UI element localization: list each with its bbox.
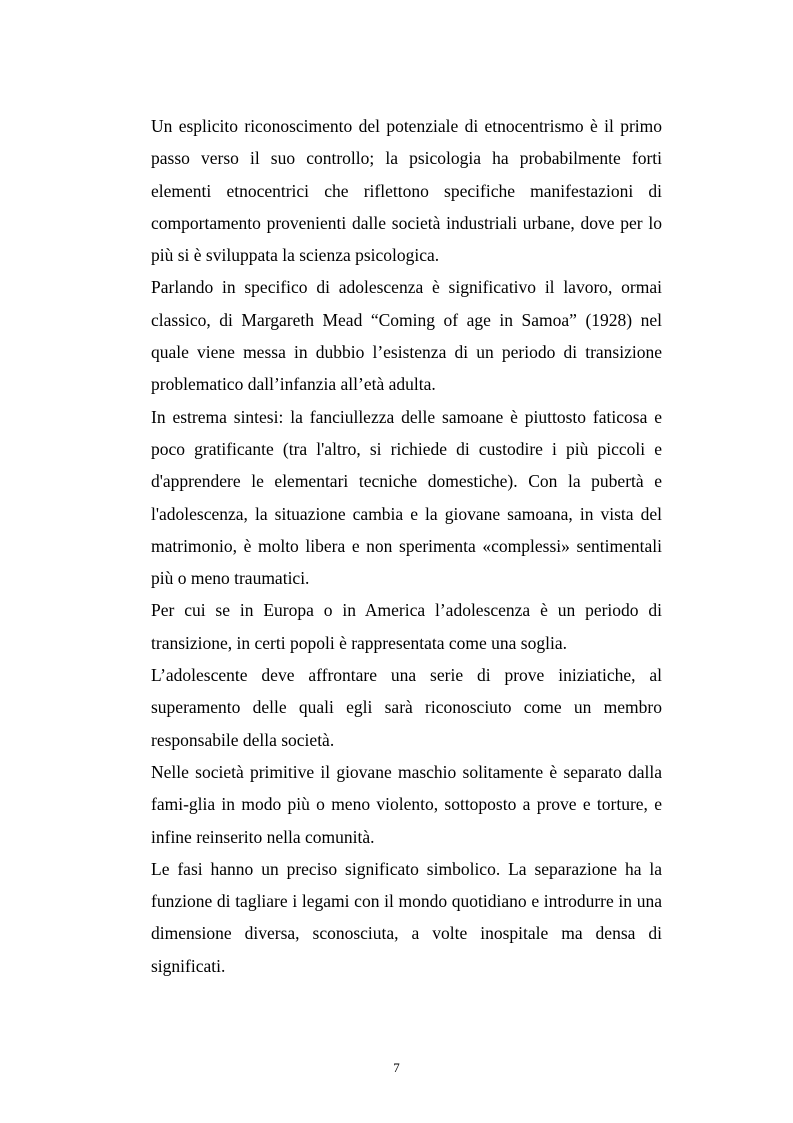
paragraph-samoane: In estrema sintesi: la fanciullezza delle samoane è piuttosto faticosa e poco gratificante (tra l'altro, si richiede di custodire i più piccoli e d'apprendere le elementari tecniche domestiche). Con la pubertà e l'adolescenza, la situazione cambia e la giovane samoana, in vista del matrimonio, è molto libera e non sperimenta «complessi» sentimentali più o meno traumatici.	[151, 406, 662, 589]
paragraph-margareth-mead: Parlando in specifico di adolescenza è significativo il lavoro, ormai classico, di Margareth Mead “Coming of age in Samoa” (1928) nel quale viene messa in dubbio l’esistenza di un periodo di transizione problematico dall’infanzia all’età adulta.	[151, 277, 662, 395]
paragraph-etnocentrismo: Un esplicito riconoscimento del potenziale di etnocentrismo è il primo passo verso il suo controllo; la psicologia ha probabilmente forti elementi etnocentrici che riflettono specifiche manifestazioni di comportamento provenienti dalle società industriali urbane, dove per lo più si è sviluppata la scienza psicologica.	[151, 116, 662, 266]
paragraph-europa-america: Per cui se in Europa o in America l’adolescenza è un periodo di transizione, in certi popoli è rappresentata come una soglia.	[151, 600, 662, 653]
body-text	[151, 110, 662, 982]
paragraph-societa-primitive: Nelle società primitive il giovane maschio solitamente è separato dalla fami-glia in modo più o meno violento, sottoposto a prove e torture, e infine reinserito nella comunità.	[151, 761, 662, 847]
page-number: 7	[393, 1060, 400, 1075]
paragraph-prove-iniziatiche: L’adolescente deve affrontare una serie di prove iniziatiche, al superamento delle quali egli sarà riconosciuto come un membro responsabile della società.	[151, 665, 662, 750]
paragraph-fasi-simboliche: Le fasi hanno un preciso significato simbolico. La separazione ha la funzione di tagliare i legami con il mondo quotidiano e introdurre in una dimensione diversa, sconosciuta, a volte inospitale ma densa di significati.	[151, 858, 662, 976]
